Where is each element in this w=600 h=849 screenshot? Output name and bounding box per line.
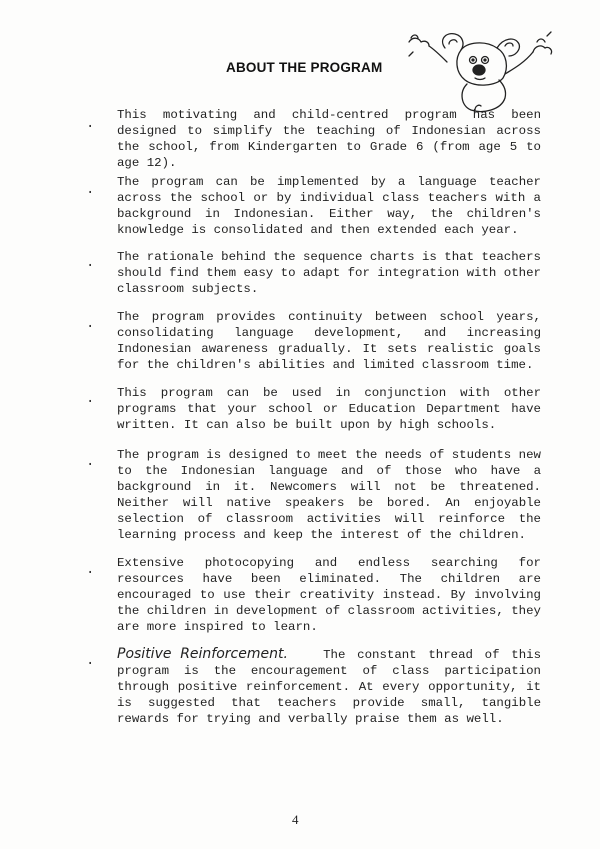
bullet-7: . [86,562,95,578]
bullet-3: . [86,255,95,271]
paragraph-5: This program can be used in conjunction with other programs that your school or Education Department have written. It can also be built upon by high schools. [117,386,541,432]
paragraph-8-text: The constant thread of this program is the encouragement of class participation through positive reinforcement. At every opportunity, it is suggested that teachers provide small, tangible rewards for trying and verbally praise them as well. [117,648,542,726]
koala-icon [405,28,555,114]
page-number: 4 [292,812,299,827]
paragraph-4: The program provides continuity between school years, consolidating language development, and increasing Indonesian awareness gradually. It sets realistic goals for the children's abilities and limited classroom time. [117,310,541,372]
paragraph-8-lead: Positive Reinforcement. [117,646,288,662]
bullet-2: . [86,182,95,198]
paragraph-8 [117,646,541,727]
page-title: ABOUT THE PROGRAM [226,60,383,75]
paragraph-7: Extensive photocopying and endless searching for resources have been eliminated. The children are encouraged to use their creativity instead. By involving the children in development of classroom activities, they are more inspired to learn. [117,556,541,634]
bullet-4: . [86,316,95,332]
paragraph-2: The program can be implemented by a language teacher across the school or by individual class teachers with a background in Indonesian. Either way, the children's knowledge is consolidated and then extended each year. [117,175,541,237]
paragraph-6: The program is designed to meet the needs of students new to the Indonesian language and of those who have a background in it. Newcomers will not be threatened. Neither will native speakers be bored. An enjoyable selection of classroom activities will reinforce the learning process and keep the interest of the children. [117,448,541,542]
bullet-8: . [86,653,95,669]
paragraph-3: The rationale behind the sequence charts is that teachers should find them easy to adapt for integration with other classroom subjects. [117,250,541,296]
bullet-6: . [86,454,95,470]
paragraph-1: This motivating and child-centred program has been designed to simplify the teaching of Indonesian across the school, from Kindergarten to Grade 6 (from age 5 to age 12). [117,108,541,170]
bullet-1: . [86,116,95,132]
bullet-5: . [86,391,95,407]
